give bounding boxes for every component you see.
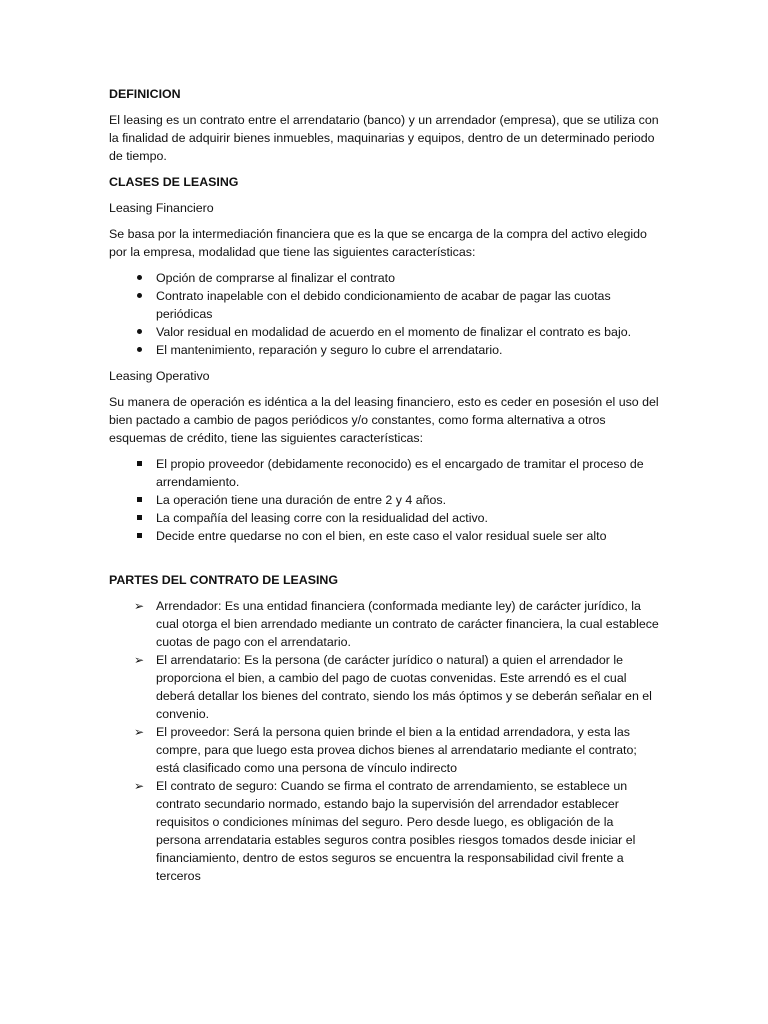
square-bullet-icon bbox=[131, 491, 147, 509]
list-item bbox=[109, 509, 661, 527]
list-item bbox=[109, 597, 661, 651]
list-item-text: Decide entre quedarse no con el bien, en este caso el valor residual suele ser alto bbox=[156, 529, 607, 543]
list-item-text: El proveedor: Será la persona quien brinde el bien a la entidad arrendadora, y esta las compre, para que luego esta provea dichos bienes al arrendatario mediante el contrato; está clasificado como una persona de vínculo indirecto bbox=[156, 725, 637, 775]
square-bullet-icon bbox=[131, 455, 147, 473]
arrow-bullet-icon: ➢ bbox=[133, 599, 145, 613]
list-item bbox=[109, 287, 661, 323]
bullet-icon bbox=[131, 269, 147, 287]
list-item-text: La compañía del leasing corre con la residualidad del activo. bbox=[156, 511, 488, 525]
document-page bbox=[109, 85, 661, 893]
list-item bbox=[109, 723, 661, 777]
arrow-bullet-icon: ➢ bbox=[133, 725, 145, 739]
arrow-bullet-icon: ➢ bbox=[133, 779, 145, 793]
list-item bbox=[109, 341, 661, 359]
list-item bbox=[109, 527, 661, 545]
definicion-paragraph: El leasing es un contrato entre el arrendatario (banco) y un arrendador (empresa), que se utiliza con la finalidad de adquirir bienes inmuebles, maquinarias y equipos, dentro de un determinado periodo de tiempo. bbox=[109, 113, 659, 163]
leasing-operativo-heading: Leasing Operativo bbox=[109, 369, 210, 383]
list-item bbox=[109, 777, 661, 885]
leasing-financiero-heading: Leasing Financiero bbox=[109, 201, 214, 215]
list-item bbox=[109, 455, 661, 491]
leasing-operativo-intro: Su manera de operación es idéntica a la del leasing financiero, esto es ceder en posesión el uso del bien pactado a cambio de pagos periódicos y/o constantes, como forma alternativa a otros esquemas de crédito, tiene las siguientes características: bbox=[109, 395, 659, 445]
list-item bbox=[109, 269, 661, 287]
list-item-text: Valor residual en modalidad de acuerdo en el momento de finalizar el contrato es bajo. bbox=[156, 325, 632, 339]
list-item-text: El mantenimiento, reparación y seguro lo cubre el arrendatario. bbox=[156, 343, 503, 357]
arrow-bullet-icon: ➢ bbox=[133, 653, 145, 667]
list-item-text: La operación tiene una duración de entre 2 y 4 años. bbox=[156, 493, 447, 507]
square-bullet-icon bbox=[131, 509, 147, 527]
bullet-icon bbox=[131, 323, 147, 341]
list-item-text: El arrendatario: Es la persona (de carácter jurídico o natural) a quien el arrendador le proporciona el bien, a cambio del pago de cuotas convenidas. Este arrendó es el cual deberá detallar los bienes del contrato, siendo los más óptimos y se deberán señalar en el convenio. bbox=[156, 653, 652, 721]
list-item-text: Arrendador: Es una entidad financiera (conformada mediante ley) de carácter jurídico, la cual otorga el bien arrendado mediante un contrato de carácter financiera, la cual establece cuotas de pago con el arrendatario. bbox=[156, 599, 659, 649]
financiero-characteristics-list bbox=[109, 269, 661, 359]
blank-line bbox=[109, 553, 661, 571]
list-item bbox=[109, 491, 661, 509]
leasing-financiero-intro: Se basa por la intermediación financiera que es la que se encarga de la compra del activo elegido por la empresa, modalidad que tiene las siguientes características: bbox=[109, 227, 647, 259]
bullet-icon bbox=[131, 341, 147, 359]
bullet-icon bbox=[131, 287, 147, 305]
list-item-text: Opción de comprarse al finalizar el contrato bbox=[156, 271, 395, 285]
clases-heading: CLASES DE LEASING bbox=[109, 175, 239, 189]
list-item-text: Contrato inapelable con el debido condicionamiento de acabar de pagar las cuotas periódicas bbox=[156, 289, 611, 321]
partes-heading: PARTES DEL CONTRATO DE LEASING bbox=[109, 573, 339, 587]
list-item-text: El contrato de seguro: Cuando se firma el contrato de arrendamiento, se establece un contrato secundario normado, estando bajo la supervisión del arrendador establecer requisitos o condiciones mínimas del seguro. Pero desde luego, es obligación de la persona arrendataria estables seguros contra posibles riesgos tomados desde iniciar el financiamiento, dentro de estos seguros se encuentra la responsabilidad civil frente a terceros bbox=[156, 779, 636, 883]
definicion-heading: DEFINICION bbox=[109, 87, 181, 101]
list-item bbox=[109, 651, 661, 723]
list-item-text: El propio proveedor (debidamente reconocido) es el encargado de tramitar el proceso de arrendamiento. bbox=[156, 457, 644, 489]
square-bullet-icon bbox=[131, 527, 147, 545]
partes-list bbox=[109, 597, 661, 885]
operativo-characteristics-list bbox=[109, 455, 661, 545]
list-item bbox=[109, 323, 661, 341]
